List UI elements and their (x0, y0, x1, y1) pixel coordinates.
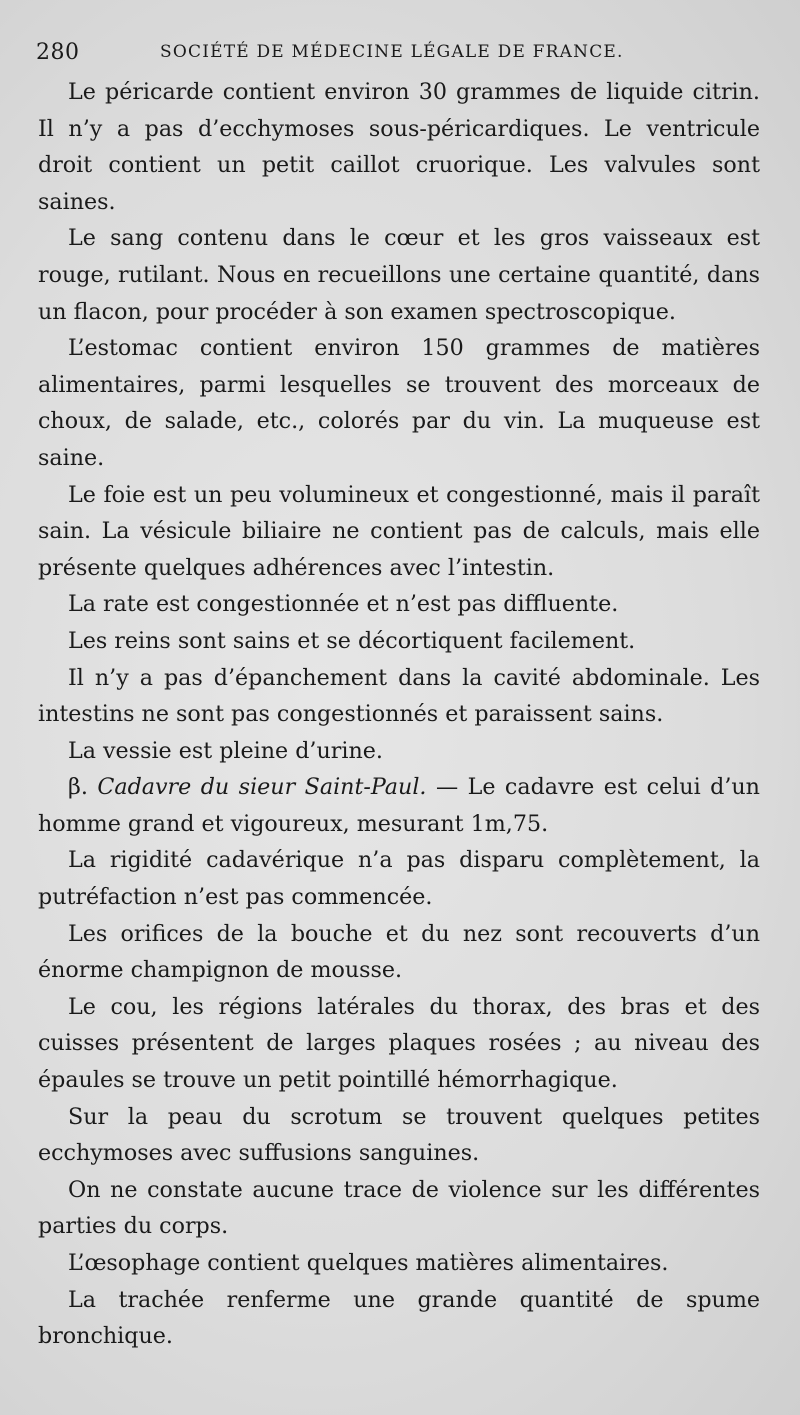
paragraph-kidneys: Les reins sont sains et se décortiquent facilement. (68, 627, 636, 654)
paragraph-violence: On ne constate aucune trace de violence sur les différentes parties du corps. (38, 1176, 760, 1240)
section-marker: β. (68, 774, 88, 801)
paragraph-esophagus: L’œsophage contient quelques matières alimentaires. (68, 1250, 669, 1276)
section-title: Cadavre du sieur Saint-Paul. (97, 774, 427, 801)
paragraph-blood: Le sang contenu dans le cœur et les gros vaisseaux est rouge, rutilant. Nous en recueillons une certaine quantité, dans un flacon, pour procéder à son examen spectroscopique. (38, 225, 760, 325)
paragraph-orifices: Les orifices de la bouche et du nez sont recouverts d’un énorme champignon de mousse. (38, 920, 760, 984)
paragraph-bladder: La vessie est pleine d’urine. (68, 737, 383, 764)
paragraph-rigidity: La rigidité cadavérique n’a pas disparu complètement, la putréfaction n’est pas commencée. (38, 847, 760, 911)
running-head: SOCIÉTÉ DE MÉDECINE LÉGALE DE FRANCE. (160, 42, 624, 62)
paragraph-spleen: La rate est congestionnée et n’est pas diffluente. (68, 591, 619, 618)
paragraph-trachea: La trachée renferme une grande quantité de spume bronchique. (38, 1286, 760, 1350)
paragraph-stomach: L’estomac contient environ 150 grammes de matières alimentaires, parmi lesquelles se trouvent des morceaux de choux, de salade, etc., colorés par du vin. La muqueuse est saine. (38, 335, 760, 471)
paragraph-abdomen: Il n’y a pas d’épanchement dans la cavité abdominale. Les intestins ne sont pas congestionnés et paraissent sains. (38, 664, 760, 728)
paragraph-pericardium: Le péricarde contient environ 30 grammes de liquide citrin. Il n’y a pas d’ecchymoses sous-péricardiques. Le ventricule droit contient un petit caillot cruorique. Les valvules sont saines. (38, 79, 760, 215)
body-text (38, 74, 760, 1355)
paragraph-skin-plaques: Le cou, les régions latérales du thorax, des bras et des cuisses présentent de larges plaques rosées ; au niveau des épaules se trouve un petit pointillé hémorrhagique. (38, 993, 760, 1094)
page-header (36, 34, 756, 74)
paragraph-liver: Le foie est un peu volumineux et congestionné, mais il paraît sain. La vésicule biliaire ne contient pas de calculs, mais elle présente quelques adhérences avec l’intestin. (38, 481, 760, 581)
section-text: — Le cadavre est celui d’un homme grand et vigoureux, mesurant 1m,75. (38, 774, 760, 837)
page-number: 280 (36, 40, 80, 65)
paragraph-section-beta (38, 769, 760, 842)
paragraph-scrotum: Sur la peau du scrotum se trouvent quelques petites ecchymoses avec suffusions sanguines. (38, 1103, 760, 1167)
